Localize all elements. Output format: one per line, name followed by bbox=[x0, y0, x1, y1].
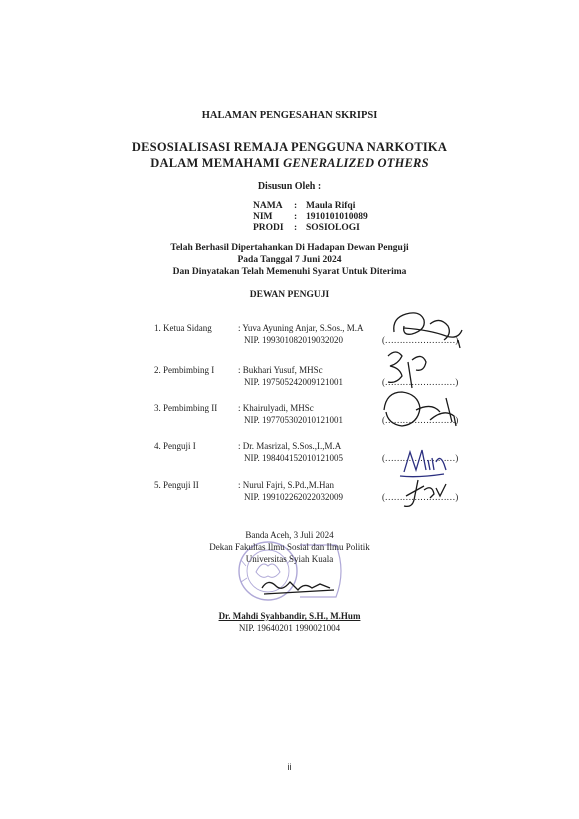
student-field-sep: : bbox=[294, 201, 298, 211]
student-field-key: NIM bbox=[253, 212, 273, 222]
page-title: HALAMAN PENGESAHAN SKRIPSI bbox=[201, 110, 378, 121]
examiner-name: : Bukhari Yusuf, MHSc bbox=[238, 365, 323, 375]
examiner-name: : Khairulyadi, MHSc bbox=[238, 403, 314, 413]
student-field-key: PRODI bbox=[253, 223, 284, 233]
examiner-name: : Yuva Ayuning Anjar, S.Sos., M.A bbox=[238, 323, 364, 333]
student-field-value: 1910101010089 bbox=[306, 212, 368, 222]
thesis-title-plain: DALAM MEMAHAMI bbox=[150, 156, 284, 170]
signature-line: (……………………) bbox=[382, 335, 458, 345]
examiner-role: 2. Pembimbing I bbox=[154, 365, 215, 375]
authored-by-label: Disusun Oleh : bbox=[257, 181, 322, 192]
examiner-role: 3. Pembimbing II bbox=[154, 403, 218, 413]
thesis-title-line-1: DESOSIALISASI REMAJA PENGGUNA NARKOTIKA bbox=[131, 140, 448, 154]
examiner-nip: NIP. 199102262022032009 bbox=[244, 492, 344, 502]
signature-line: (……………………) bbox=[382, 453, 458, 463]
thesis-title-line-2 bbox=[0, 156, 579, 171]
statement-line-1: Telah Berhasil Dipertahankan Di Hadapan Dewan Penguji bbox=[170, 243, 409, 253]
statement-line-3: Dan Dinyatakan Telah Memenuhi Syarat Untuk Diterima bbox=[172, 267, 407, 277]
examiner-role: 4. Penguji I bbox=[154, 441, 196, 451]
student-field-value: SOSIOLOGI bbox=[306, 223, 360, 233]
dean-name: Dr. Mahdi Syahbandir, S.H., M.Hum bbox=[218, 611, 361, 621]
student-field-sep: : bbox=[294, 212, 298, 222]
examiner-nip: NIP. 198404152010121005 bbox=[244, 453, 344, 463]
examiner-role: 1. Ketua Sidang bbox=[154, 323, 212, 333]
dean-nip: NIP. 19640201 1990021004 bbox=[238, 623, 341, 633]
examiner-row bbox=[0, 403, 579, 435]
thesis-title-italic: GENERALIZED OTHERS bbox=[283, 156, 429, 170]
student-field-value: Maula Rifqi bbox=[306, 201, 356, 211]
examiner-nip: NIP. 197705302010121001 bbox=[244, 415, 344, 425]
dean-signature bbox=[262, 582, 334, 594]
statement-line-2: Pada Tanggal 7 Juni 2024 bbox=[237, 255, 342, 265]
examiner-row bbox=[0, 365, 579, 397]
examiner-nip: NIP. 197505242009121001 bbox=[244, 377, 344, 387]
examiner-row bbox=[0, 323, 579, 355]
signature-line: (……………………) bbox=[382, 415, 458, 425]
examiner-role: 5. Penguji II bbox=[154, 480, 199, 490]
examiner-name: : Dr. Masrizal, S.Sos.,I.,M.A bbox=[238, 441, 342, 451]
student-field-key: NAMA bbox=[253, 201, 283, 211]
examiner-row bbox=[0, 441, 579, 473]
board-title: DEWAN PENGUJI bbox=[249, 290, 330, 300]
signature-line: (……………………) bbox=[382, 377, 458, 387]
examiner-nip: NIP. 199301082019032020 bbox=[244, 335, 344, 345]
university-name: Universitas Syiah Kuala bbox=[245, 554, 334, 564]
student-field-sep: : bbox=[294, 223, 298, 233]
examiner-name: : Nurul Fajri, S.Pd.,M.Han bbox=[238, 480, 335, 490]
signature-line: (……………………) bbox=[382, 492, 458, 502]
dean-title: Dekan Fakultas Ilmu Sosial dan Ilmu Politik bbox=[209, 542, 370, 552]
page-number: ii bbox=[287, 762, 292, 772]
place-date: Banda Aceh, 3 Juli 2024 bbox=[245, 530, 334, 540]
examiner-row bbox=[0, 480, 579, 512]
